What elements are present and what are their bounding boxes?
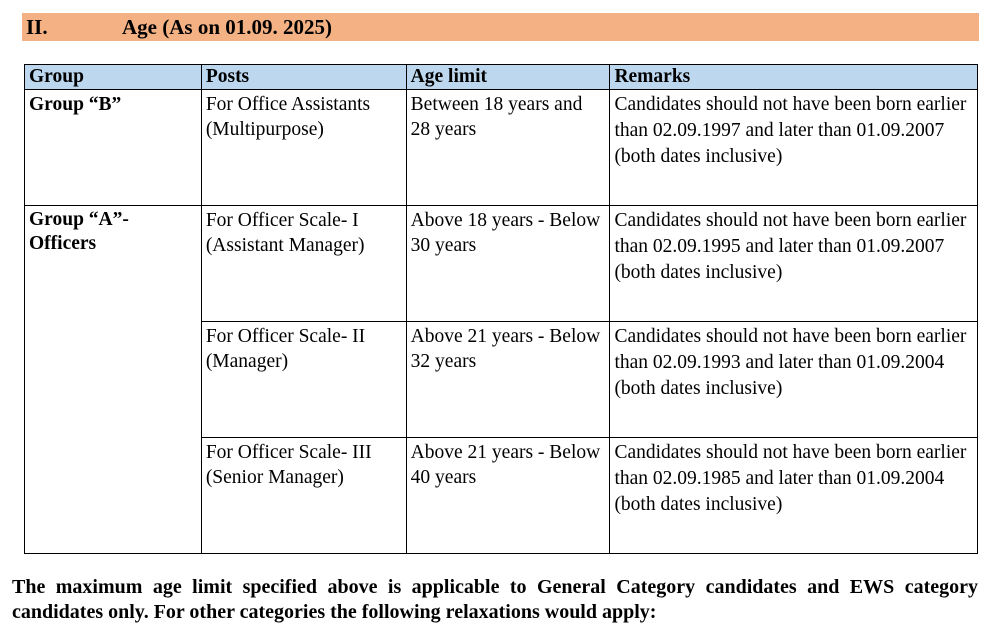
post-cell: For Officer Scale- II (Manager) <box>201 322 406 438</box>
header-age-limit: Age limit <box>406 65 610 90</box>
header-group: Group <box>25 65 202 90</box>
group-a-label: Group “A”- Officers <box>29 209 129 254</box>
remarks-cell: Candidates should not have been born earlier than 02.09.1995 and later than 01.09.2007 (both dates inclusive) <box>610 206 978 322</box>
post-cell: For Office Assistants (Multipurpose) <box>201 90 406 206</box>
remarks-cell: Candidates should not have been born earlier than 02.09.1985 and later than 01.09.2004 (both dates inclusive) <box>610 438 978 554</box>
post-cell: For Officer Scale- III (Senior Manager) <box>201 438 406 554</box>
group-b-cell: Group “B” <box>25 90 202 206</box>
table-row <box>25 90 978 206</box>
header-remarks: Remarks <box>610 65 978 90</box>
age-relaxation-note: The maximum age limit specified above is applicable to General Category candidates and EWS category candidates only. For other categories the following relaxations would apply: <box>12 576 978 623</box>
section-number: II. <box>26 15 48 39</box>
post-cell: For Officer Scale- I (Assistant Manager) <box>201 206 406 322</box>
group-a-cell <box>25 206 202 554</box>
age-limit-cell: Above 21 years - Below 32 years <box>406 322 610 438</box>
remarks-cell: Candidates should not have been born earlier than 02.09.1993 and later than 01.09.2004 (both dates inclusive) <box>610 322 978 438</box>
section-header <box>22 13 979 41</box>
age-limit-cell: Above 18 years - Below 30 years <box>406 206 610 322</box>
age-limit-table <box>24 64 978 554</box>
table-header-row <box>25 65 978 90</box>
age-limit-cell: Above 21 years - Below 40 years <box>406 438 610 554</box>
table-row <box>25 206 978 322</box>
remarks-cell: Candidates should not have been born earlier than 02.09.1997 and later than 01.09.2007 (both dates inclusive) <box>610 90 978 206</box>
age-limit-cell: Between 18 years and 28 years <box>406 90 610 206</box>
header-posts: Posts <box>201 65 406 90</box>
section-title: Age (As on 01.09. 2025) <box>122 15 332 39</box>
